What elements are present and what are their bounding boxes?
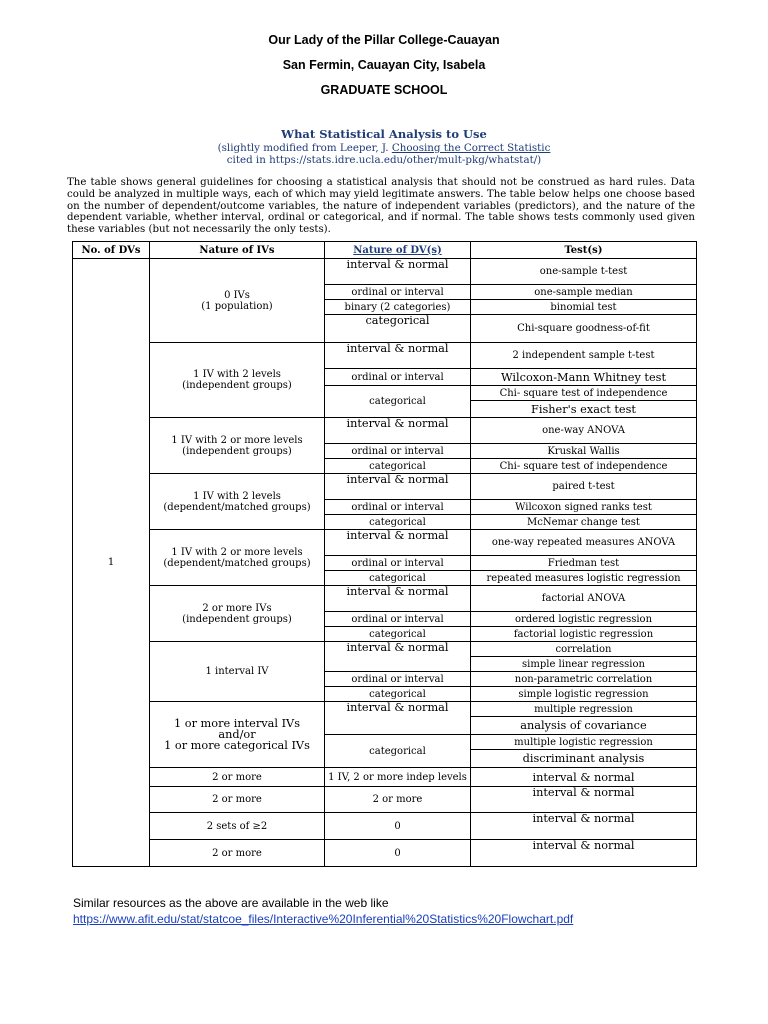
test-cell: simple logistic regression [471, 687, 697, 702]
college-name: Our Lady of the Pillar College-Cauayan [268, 33, 500, 47]
test-cell: Chi- square test of independence [471, 386, 697, 401]
test-cell: Kruskal Wallis [471, 444, 697, 459]
iv-line: (independent groups) [182, 613, 292, 625]
iv-line: and/or [218, 728, 256, 741]
test-cell: 2 independent sample t-test [471, 343, 697, 369]
iv-line: 1 IV with 2 levels [193, 490, 281, 502]
iv-cell: 1 IV, 2 or more indep levels [325, 768, 471, 787]
header-nature-dvs[interactable]: Nature of DV(s) [325, 242, 471, 259]
dv-nature-cell: interval & normal [471, 787, 697, 813]
test-cell: binomial test [471, 300, 697, 315]
iv-line: 1 or more interval IVs [173, 717, 300, 730]
dv-nature-cell: binary (2 categories) [325, 300, 471, 315]
dv-count-cell: 1 [73, 259, 150, 867]
source-link[interactable]: Choosing the Correct Statistic [391, 142, 551, 154]
iv-line: (dependent/matched groups) [163, 501, 311, 513]
college-address: San Fermin, Cauayan City, Isabela [282, 58, 486, 72]
source-line-2: cited in https://stats.idre.ucla.edu/other/mult-pkg/whatstat/) [226, 154, 542, 166]
dv-nature-cell: ordinal or interval [325, 444, 471, 459]
iv-cell [150, 702, 325, 768]
header-no-dvs: No. of DVs [73, 242, 150, 259]
iv-cell [150, 586, 325, 642]
table-row [73, 787, 697, 813]
test-cell: one-sample t-test [471, 259, 697, 285]
dv-nature-cell: ordinal or interval [325, 369, 471, 386]
test-cell: Friedman test [471, 556, 697, 571]
iv-line: 1 IV with 2 or more levels [171, 434, 303, 446]
iv-line: (1 population) [201, 300, 273, 312]
test-cell: Fisher's exact test [471, 401, 697, 418]
dv-nature-cell: categorical [325, 571, 471, 586]
iv-cell [150, 259, 325, 343]
dv-count-cell: 2 sets of ≥2 [150, 813, 325, 840]
iv-line: (dependent/matched groups) [163, 557, 311, 569]
table-header-row [73, 242, 697, 259]
iv-cell [150, 474, 325, 530]
footer-link[interactable]: https://www.afit.edu/stat/statcoe_files/Interactive%20Inferential%20Statistics%20Flowchart.pdf [73, 912, 574, 926]
iv-cell: 2 or more [325, 787, 471, 813]
dv-nature-cell: interval & normal [325, 259, 471, 285]
dv-nature-cell: interval & normal [325, 418, 471, 444]
iv-line: (independent groups) [182, 380, 292, 391]
table-row [73, 840, 697, 867]
table-row [73, 259, 697, 285]
dv-nature-cell: ordinal or interval [325, 285, 471, 300]
dv-nature-cell: interval & normal [471, 768, 697, 787]
iv-line: 1 IV with 2 levels [193, 369, 281, 380]
header-nature-ivs: Nature of IVs [150, 242, 325, 259]
iv-cell [150, 418, 325, 474]
test-cell: non-parametric correlation [471, 672, 697, 687]
table-row [73, 474, 697, 500]
test-cell: McNemar change test [471, 515, 697, 530]
footer [73, 895, 573, 927]
dv-nature-cell: interval & normal [471, 840, 697, 867]
test-cell: factorial ANOVA [471, 586, 697, 612]
dv-nature-cell: ordinal or interval [325, 612, 471, 627]
test-cell: one-sample median [471, 285, 697, 300]
dv-nature-cell: interval & normal [325, 642, 471, 672]
source-line-1 [0, 142, 768, 154]
test-cell: one-way ANOVA [471, 418, 697, 444]
test-cell: multiple logistic regression [471, 735, 697, 750]
iv-line: 0 IVs [224, 289, 250, 301]
iv-line: (independent groups) [182, 445, 292, 457]
iv-cell: 0 [325, 840, 471, 867]
test-cell: simple linear regression [471, 657, 697, 672]
dv-nature-cell: ordinal or interval [325, 556, 471, 571]
header-tests: Test(s) [471, 242, 697, 259]
dv-count-cell: 2 or more [150, 787, 325, 813]
dv-nature-cell: ordinal or interval [325, 672, 471, 687]
source-prefix: (slightly modified from Leeper, J. [217, 142, 392, 154]
test-cell: Chi-square goodness-of-fit [471, 315, 697, 343]
dv-nature-cell: interval & normal [325, 530, 471, 556]
test-cell: ordered logistic regression [471, 612, 697, 627]
iv-cell [150, 343, 325, 418]
test-cell: repeated measures logistic regression [471, 571, 697, 586]
test-cell: discriminant analysis [471, 750, 697, 768]
iv-line: 2 or more IVs [202, 602, 272, 614]
dv-nature-cell: interval & normal [325, 586, 471, 612]
table-row [73, 343, 697, 369]
table-row [73, 702, 697, 717]
dv-nature-cell: categorical [325, 735, 471, 768]
dv-count-cell: 2 or more [150, 840, 325, 867]
dv-nature-cell: categorical [325, 687, 471, 702]
test-cell: correlation [471, 642, 697, 657]
iv-cell [150, 530, 325, 586]
iv-cell [150, 642, 325, 702]
dv-nature-cell: categorical [325, 627, 471, 642]
test-cell: one-way repeated measures ANOVA [471, 530, 697, 556]
footer-text: Similar resources as the above are available in the web like [73, 896, 389, 910]
table-row [73, 586, 697, 612]
dv-nature-cell: categorical [325, 386, 471, 418]
table-row [73, 768, 697, 787]
dv-nature-cell: categorical [325, 515, 471, 530]
iv-cell: 0 [325, 813, 471, 840]
dv-count-cell: 2 or more [150, 768, 325, 787]
school-name: GRADUATE SCHOOL [320, 83, 448, 97]
table-row [73, 642, 697, 657]
iv-line: 1 or more categorical IVs [164, 739, 310, 752]
dv-nature-cell: categorical [325, 459, 471, 474]
document-title: What Statistical Analysis to Use [281, 127, 487, 141]
dv-nature-cell: interval & normal [325, 343, 471, 369]
dv-nature-cell: interval & normal [325, 474, 471, 500]
iv-line: 1 IV with 2 or more levels [171, 546, 303, 558]
iv-line: 1 interval IV [205, 666, 269, 677]
test-cell: Wilcoxon-Mann Whitney test [471, 369, 697, 386]
dv-nature-cell: interval & normal [325, 702, 471, 735]
test-cell: multiple regression [471, 702, 697, 717]
table-row [73, 418, 697, 444]
test-cell: Wilcoxon signed ranks test [471, 500, 697, 515]
test-cell: Chi- square test of independence [471, 459, 697, 474]
dv-nature-cell: ordinal or interval [325, 500, 471, 515]
test-cell: analysis of covariance [471, 717, 697, 735]
dv-nature-cell: interval & normal [471, 813, 697, 840]
intro-paragraph: The table shows general guidelines for choosing a statistical analysis that should not be construed as hard rules. Data could be analyzed in multiple ways, each of which may yield legitimate answers. The table below helps one choose based on the number of dependent/outcome variables, the nature of independent variables (predictors), and the nature of the dependent variable, whether interval, ordinal or categorical, and if normal. The table shows tests commonly used given these variables (but not necessarily the only tests). [67, 177, 695, 236]
test-cell: factorial logistic regression [471, 627, 697, 642]
table-row [73, 813, 697, 840]
statistics-table [72, 241, 697, 867]
dv-nature-cell: categorical [325, 315, 471, 343]
table-row [73, 530, 697, 556]
test-cell: paired t-test [471, 474, 697, 500]
